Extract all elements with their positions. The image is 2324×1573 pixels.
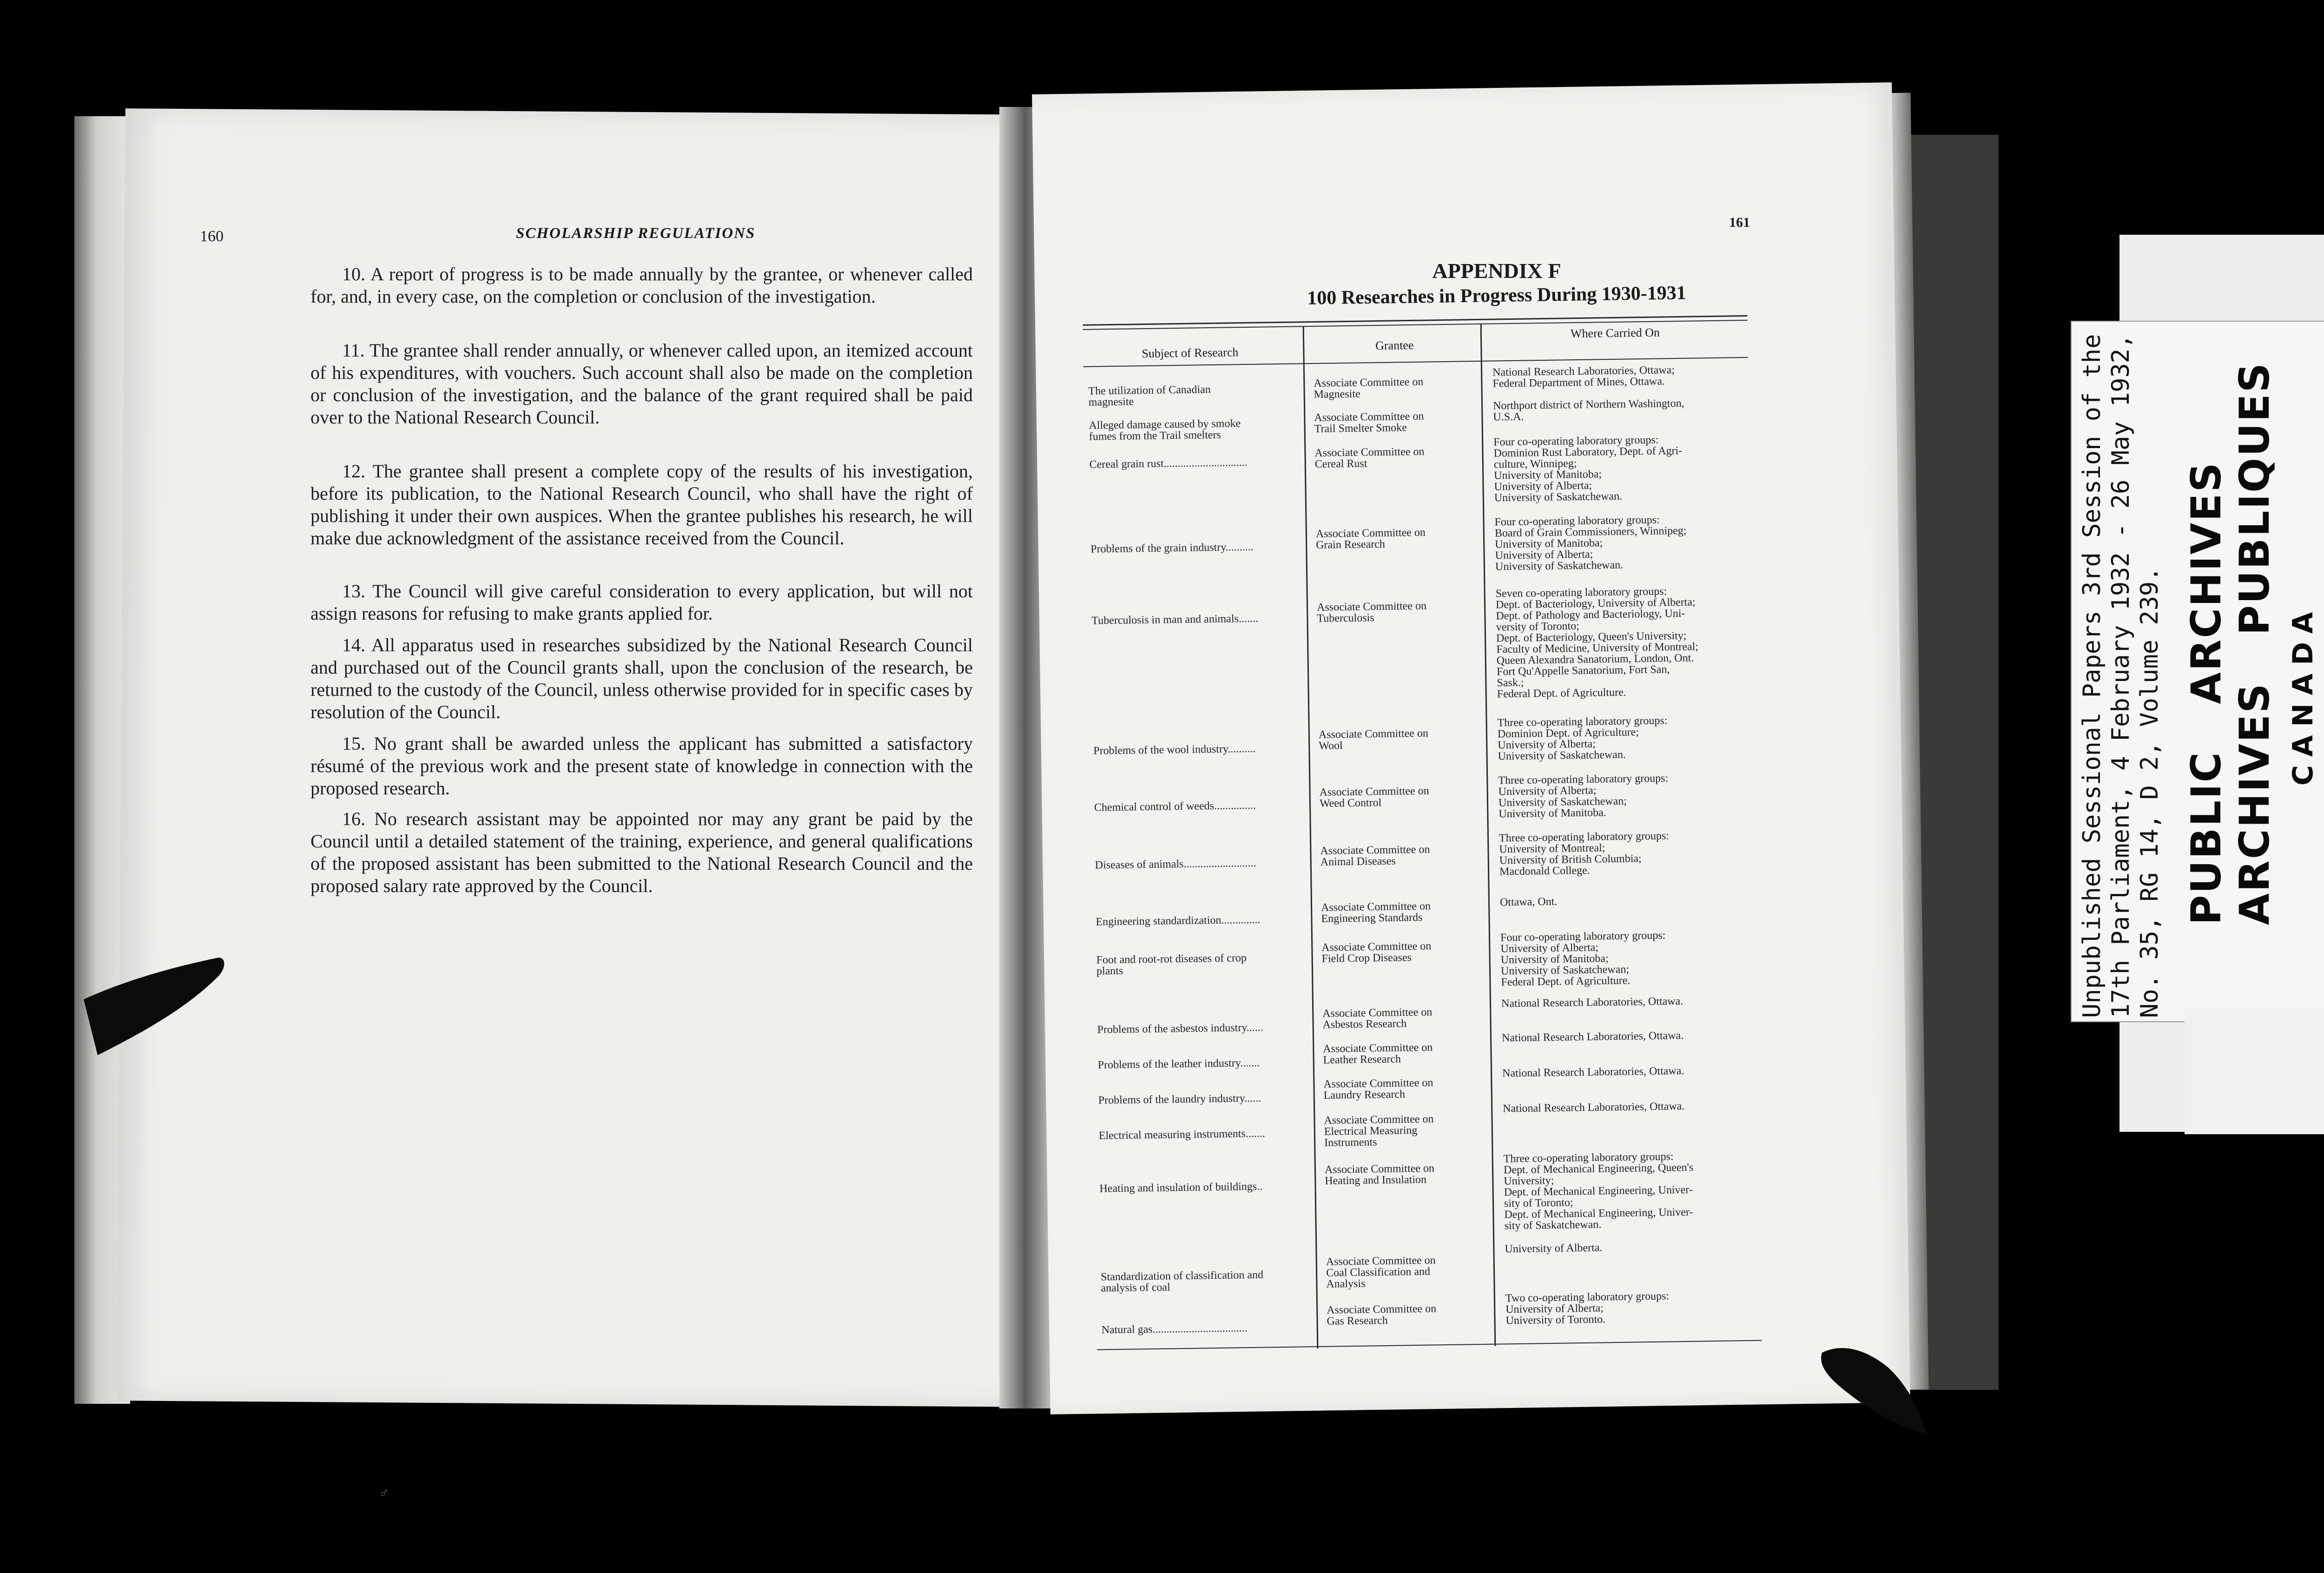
row-1-where: National Research Laboratories, Ottawa; Federal Department of Mines, Ottawa. [1492,364,1675,390]
row-10-where: Four co-operating laboratory groups: University of Alberta; University of Manitoba; University of Saskatchewan; Federal Dept. of Agriculture. [1500,929,1666,989]
stamp-canada: CANADA [2287,603,2319,786]
citation-line-1: Unpublished Sessional Papers 3rd Session of the [2078,334,2106,1018]
row-4-where: Four co-operating laboratory groups: Board of Grain Commissioners, Winnipeg; University of Manitoba; University of Alberta; University of Saskatchewan. [1494,514,1687,573]
paragraph-15: 15. No grant shall be awarded unless the applicant has submitted a satisfactory résumé of the previous work and the present state of knowledge in connection with the proposed research. [310,733,973,799]
stamp-public-archives: PUBLIC ARCHIVES [2182,461,2230,925]
row-5-grantee: Associate Committee on Tuberculosis [1316,600,1427,625]
row-8-subject: Diseases of animals.......................... [1095,857,1256,872]
row-8-grantee: Associate Committee on Animal Diseases [1320,843,1430,868]
row-13-where: National Research Laboratories, Ottawa. [1502,1064,1684,1080]
paragraph-12: 12. The grantee shall present a complete copy of the results of his investigation, before its publication, to the National Research Council, who shall have the right of publishing it under their own auspices. When the grantee publishes his research, he will make due acknowledgment of the assistance received from the Council. [310,461,973,549]
running-head-title: SCHOLARSHIP REGULATIONS [516,225,756,242]
row-7-where: Three co-operating laboratory groups: University of Alberta; University of Saskatchewan; University of Manitoba. [1498,772,1669,820]
row-8-where: Three co-operating laboratory groups: University of Montreal; University of British Columbia; Macdonald College. [1499,830,1670,878]
archive-stamp [2182,362,2324,925]
appendix-subtitle: 100 Researches in Progress During 1930-1931 [1307,282,1687,309]
row-3-where: Four co-operating laboratory groups: Dominion Rust Laboratory, Dept. of Agri- culture, Winnipeg; University of Manitoba; University of Alberta; University of Saskatchewan. [1493,434,1683,504]
table-bottom-rule [1097,1340,1762,1350]
paragraph-16: 16. No research assistant may be appointed nor may any grant be paid by the Council until a detailed statement of the training, experience, and general qualifications of the proposed assistant has been submitted to the National Research Council and the proposed salary rate approved by the Council. [310,808,973,896]
stray-mark: ♂ [379,1486,390,1501]
row-12-grantee: Associate Committee on Leather Research [1323,1041,1433,1066]
row-6-subject: Problems of the wool industry.......... [1093,742,1256,757]
row-5-where: Seven co-operating laboratory groups: Dept. of Bacteriology, University of Alberta; Dept. of Pathology and Bacteriology, Uni- versity of Toronto; Dept. of Bacteriology, Queen's University; Faculty of Medicine, University of Montreal; Queen Alexandra Sanatorium, London, Ont. Fort Qu'Appelle Sanatorium, Fort San, Sask.; Federal Dept. of Agriculture. [1495,585,1699,701]
row-17-where: Two co-operating laboratory groups: University of Alberta; University of Toronto. [1505,1290,1670,1327]
row-15-subject: Heating and insulation of buildings.. [1099,1180,1263,1195]
archive-citation [2078,334,2164,1018]
paragraph-10: 10. A report of progress is to be made annually by the grantee, or whenever called for, and, in every case, on the completion or conclusion of the investigation. [310,264,973,307]
row-2-where: Northport district of Northern Washington, U.S.A. [1492,397,1684,423]
row-7-grantee: Associate Committee on Weed Control [1319,785,1429,810]
row-14-grantee: Associate Committee on Electrical Measuring Instruments [1324,1113,1434,1149]
appendix-title: APPENDIX F [1432,259,1561,283]
row-9-where: Ottawa, Ont. [1499,895,1558,909]
row-12-where: National Research Laboratories, Ottawa. [1501,1029,1684,1044]
row-1-grantee: Associate Committee on Magnesite [1314,376,1424,401]
column-divider-1 [1303,326,1319,1348]
citation-line-3: No. 35, RG 14, D 2, Volume 239. [2136,567,2164,1018]
row-6-where: Three co-operating laboratory groups: Dominion Dept. of Agriculture; University of Alberta; University of Saskatchewan. [1497,714,1668,763]
row-11-subject: Problems of the asbestos industry...... [1097,1021,1263,1036]
row-16-where: University of Alberta. [1505,1242,1603,1256]
page-number-left: 160 [200,228,224,245]
page-number-right: 161 [1729,215,1750,230]
row-1-subject: The utilization of Canadian magnesite [1088,383,1211,409]
row-4-subject: Problems of the grain industry.......... [1090,541,1254,555]
row-17-subject: Natural gas.................................. [1101,1322,1248,1336]
paragraph-13: 13. The Council will give careful consideration to every application, but will not assign reasons for refusing to make grants applied for. [310,581,973,624]
column-header-grantee: Grantee [1375,338,1414,353]
row-11-grantee: Associate Committee on Asbestos Research [1322,1006,1433,1031]
column-header-subject: Subject of Research [1142,345,1239,361]
row-14-where: National Research Laboratories, Ottawa. [1503,1100,1685,1115]
row-2-grantee: Associate Committee on Trail Smelter Smoke [1314,410,1424,435]
stamp-archives-publiques: ARCHIVES PUBLIQUES [2231,362,2278,925]
row-13-grantee: Associate Committee on Laundry Research [1323,1077,1433,1102]
row-4-grantee: Associate Committee on Grain Research [1315,526,1426,551]
row-16-grantee: Associate Committee on Coal Classification and Analysis [1326,1254,1436,1290]
row-7-subject: Chemical control of weeds............... [1094,799,1256,814]
row-13-subject: Problems of the laundry industry...... [1098,1092,1261,1107]
row-9-subject: Engineering standardization.............. [1096,913,1261,928]
row-12-subject: Problems of the leather industry....... [1097,1057,1260,1071]
row-6-grantee: Associate Committee on Wool [1318,727,1429,752]
row-15-where: Three co-operating laboratory groups: Dept. of Mechanical Engineering, Queen's University; Dept. of Mechanical Engineering, Univer- sity of Toronto; Dept. of Mechanical Engineering, Univer- sity of Saskatchewan. [1503,1150,1694,1232]
row-17-grantee: Associate Committee on Gas Research [1327,1302,1437,1328]
row-9-grantee: Associate Committee on Engineering Standards [1320,900,1431,925]
row-10-grantee: Associate Committee on Field Crop Diseases [1321,940,1432,965]
row-2-subject: Alleged damage caused by smoke fumes from the Trail smelters [1089,417,1241,443]
left-page-clip [79,948,228,1069]
citation-line-2: 17th Parliament, 4 February 1932 - 26 May 1932, [2107,334,2135,1018]
label-card-tab [2185,1009,2324,1134]
row-3-subject: Cereal grain rust.............................. [1089,456,1248,471]
row-14-subject: Electrical measuring instruments....... [1098,1127,1265,1142]
row-15-grantee: Associate Committee on Heating and Insulation [1324,1162,1435,1187]
row-3-grantee: Associate Committee on Cereal Rust [1314,445,1425,470]
paragraph-11: 11. The grantee shall render annually, or whenever called upon, an itemized account of his expenditures, with vouchers. Such account shall also be made on the completion or conclusion of the investigation, and the balance of the grant required shall be paid over to the National Research Council. [310,340,973,428]
row-10-subject: Foot and root-rot diseases of crop plants [1096,952,1247,978]
row-11-where: National Research Laboratories, Ottawa. [1501,995,1684,1010]
row-16-subject: Standardization of classification and analysis of coal [1100,1269,1264,1295]
row-5-subject: Tuberculosis in man and animals....... [1091,612,1259,627]
paragraph-14: 14. All apparatus used in researches subsidized by the National Research Council and purchased out of the Council grants shall, upon the conclusion of the research, be returned to the custody of the Council, unless otherwise provided for in specific cases by resolution of the Council. [310,634,973,722]
column-header-where: Where Carried On [1570,325,1660,341]
right-page-clip [1813,1339,1934,1441]
